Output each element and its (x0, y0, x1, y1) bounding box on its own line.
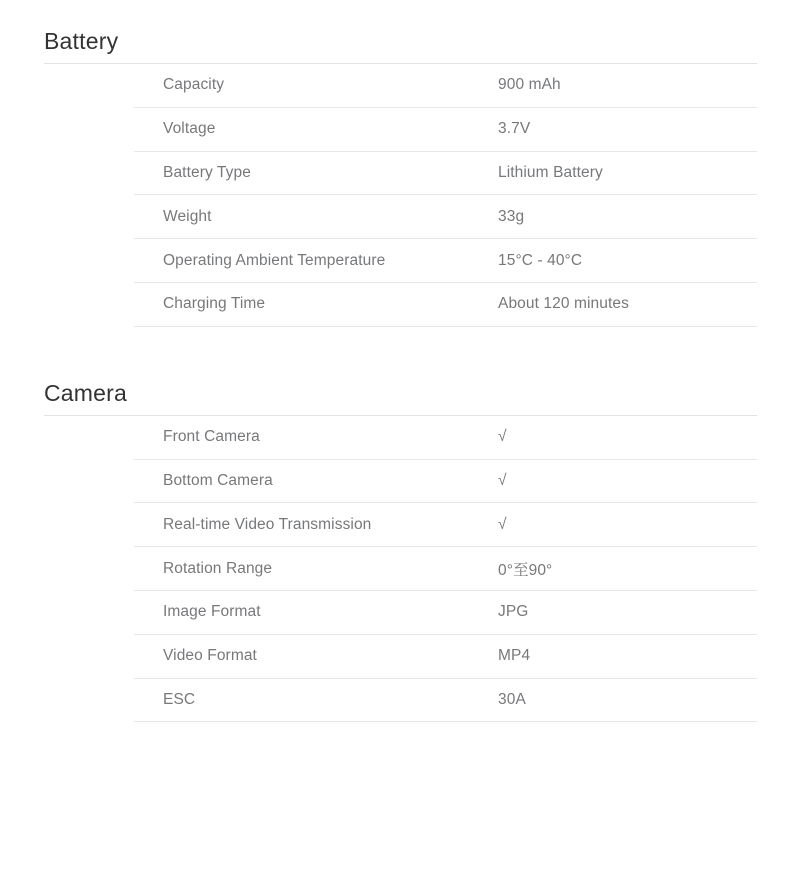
spec-row (134, 547, 757, 591)
spec-label: Battery Type (163, 163, 251, 181)
spec-row (134, 416, 757, 460)
spec-section (44, 26, 757, 327)
section-title: Camera (44, 378, 757, 416)
spec-row (134, 283, 757, 327)
spec-label: Video Format (163, 647, 257, 665)
spec-value: √ (498, 515, 507, 533)
spec-row (134, 108, 757, 152)
spec-label: Image Format (163, 603, 261, 621)
spec-value: JPG (498, 603, 529, 621)
spec-value: 15°C - 40°C (498, 251, 583, 269)
spec-value: 3.7V (498, 120, 531, 138)
spec-row (134, 239, 757, 283)
spec-label: Bottom Camera (163, 471, 273, 489)
spec-value: MP4 (498, 647, 531, 665)
spec-label: Capacity (163, 76, 225, 94)
spec-value: 900 mAh (498, 76, 561, 94)
spec-value: Lithium Battery (498, 163, 603, 181)
spec-table (134, 416, 757, 723)
spec-row (134, 635, 757, 679)
spec-row (134, 503, 757, 547)
spec-label: Real-time Video Transmission (163, 515, 372, 533)
spec-value: 30A (498, 690, 526, 708)
section-title: Battery (44, 26, 757, 64)
spec-label: Weight (163, 207, 212, 225)
spec-row (134, 152, 757, 196)
spec-value: 0°至90° (498, 561, 553, 579)
spec-label: Rotation Range (163, 559, 273, 577)
spec-row (134, 679, 757, 723)
spec-row (134, 64, 757, 108)
spec-row (134, 591, 757, 635)
spec-label: Front Camera (163, 428, 260, 446)
spec-row (134, 195, 757, 239)
spec-value: 33g (498, 207, 525, 225)
spec-table (134, 64, 757, 327)
spec-label: Operating Ambient Temperature (163, 251, 386, 269)
spec-label: Voltage (163, 120, 216, 138)
spec-section (44, 378, 757, 723)
spec-label: Charging Time (163, 295, 266, 313)
spec-value: √ (498, 471, 507, 489)
spec-value: √ (498, 428, 507, 446)
spec-label: ESC (163, 690, 196, 708)
spec-row (134, 460, 757, 504)
spec-value: About 120 minutes (498, 295, 629, 313)
